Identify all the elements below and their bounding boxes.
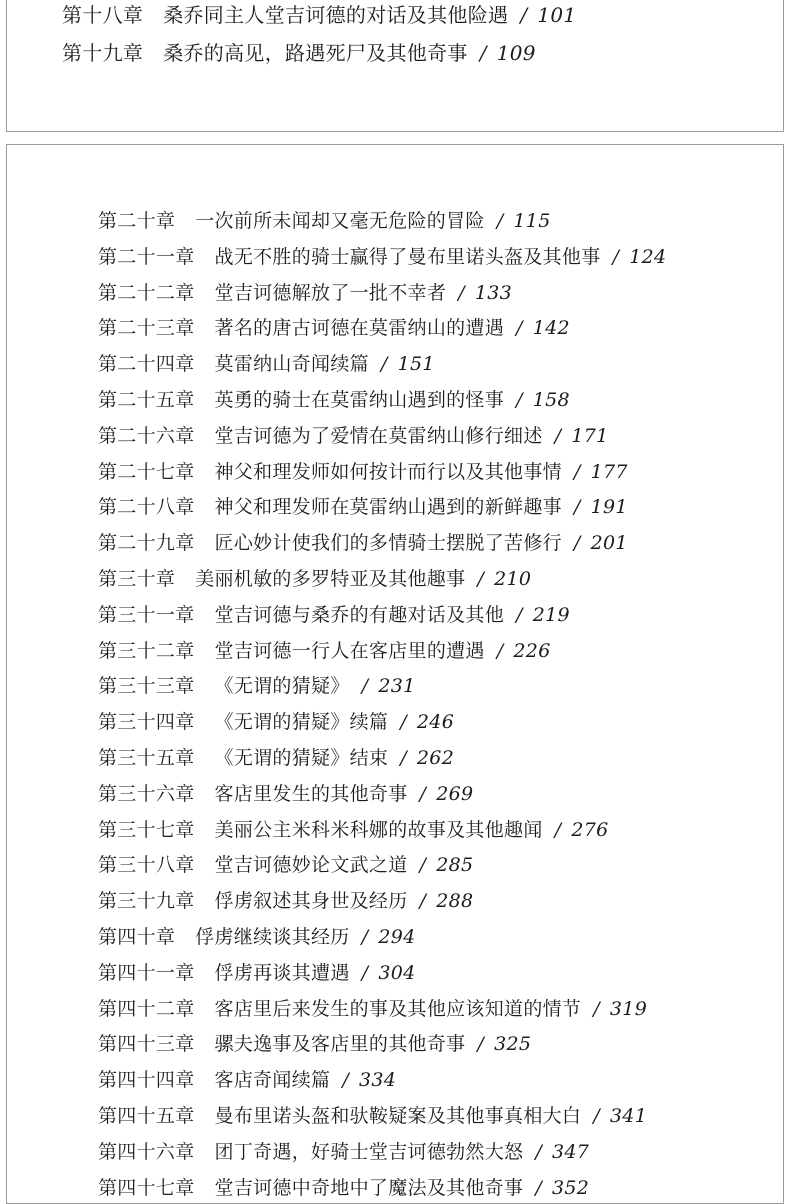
toc-panel-top — [6, 0, 784, 132]
page-number: 210 — [494, 568, 532, 590]
page-number: 219 — [532, 603, 570, 626]
chapter-number: 第三十三章 — [98, 675, 195, 698]
chapter-title: 堂吉诃德与桑乔的有趣对话及其他 — [214, 603, 505, 626]
page-separator: / — [477, 1033, 485, 1056]
chapter-title: 美丽公主米科米科娜的故事及其他趣闻 — [214, 818, 543, 841]
toc-entry — [98, 961, 416, 985]
page-number: 124 — [629, 245, 667, 268]
chapter-number: 第二十七章 — [98, 460, 195, 483]
chapter-title: 堂吉诃德为了爱情在莫雷纳山修行细述 — [214, 424, 543, 447]
page-number: 334 — [359, 1069, 397, 1092]
chapter-title: 一次前所未闻却又毫无危险的冒险 — [195, 210, 485, 232]
page-number: 151 — [397, 353, 435, 376]
page-number: 341 — [609, 1105, 648, 1127]
chapter-title: 客店里后来发生的事及其他应该知道的情节 — [214, 997, 582, 1020]
chapter-number: 第四十七章 — [98, 1176, 195, 1199]
toc-entry — [98, 1032, 531, 1056]
toc-entry — [98, 639, 551, 663]
page-number: 226 — [513, 639, 551, 662]
page-separator: / — [419, 890, 427, 913]
page-number: 294 — [378, 926, 416, 948]
chapter-title: 战无不胜的骑士赢得了曼布里诺头盔及其他事 — [214, 245, 601, 268]
toc-entry — [62, 41, 536, 65]
chapter-number: 第三十章 — [98, 568, 176, 590]
page-number: 191 — [590, 496, 628, 519]
page-separator: / — [520, 3, 528, 27]
page-separator: / — [554, 818, 562, 841]
page-number: 352 — [552, 1176, 590, 1199]
page-separator: / — [593, 997, 600, 1020]
page-separator: / — [573, 496, 581, 519]
page-number: 177 — [590, 460, 628, 483]
chapter-number: 第二十六章 — [98, 424, 195, 447]
chapter-title: 俘虏再谈其遭遇 — [214, 961, 350, 984]
chapter-number: 第四十二章 — [98, 997, 195, 1020]
page-separator: / — [458, 281, 465, 304]
page-separator: / — [361, 961, 369, 984]
chapter-number: 第二十五章 — [98, 389, 195, 411]
page-separator: / — [593, 1105, 600, 1127]
page-separator: / — [516, 389, 523, 411]
chapter-number: 第二十八章 — [98, 496, 195, 519]
chapter-number: 第四十三章 — [98, 1033, 195, 1056]
page-number: 115 — [513, 210, 551, 232]
toc-entry — [98, 209, 551, 233]
toc-entry — [98, 245, 666, 269]
page-separator: / — [477, 568, 485, 590]
page-number: 285 — [436, 854, 474, 877]
toc-entry — [98, 818, 609, 842]
toc-entry — [98, 281, 512, 305]
chapter-number: 第三十五章 — [98, 747, 195, 769]
page-separator: / — [516, 603, 523, 626]
page-separator: / — [573, 460, 581, 483]
page-number: 171 — [571, 424, 609, 447]
page-separator: / — [496, 639, 504, 662]
page-number: 246 — [416, 711, 455, 734]
toc-entry — [98, 316, 570, 340]
toc-entry — [98, 424, 609, 448]
page-separator: / — [400, 711, 407, 734]
page-number: 347 — [552, 1140, 590, 1163]
chapter-title: 美丽机敏的多罗特亚及其他趣事 — [195, 568, 466, 590]
chapter-number: 第二十三章 — [98, 317, 195, 340]
chapter-title: 堂吉诃德妙论文武之道 — [214, 854, 408, 877]
toc-entry — [98, 567, 531, 591]
chapter-title: 《无谓的猜疑》 — [214, 675, 350, 698]
chapter-number: 第二十一章 — [98, 245, 195, 268]
chapter-title: 《无谓的猜疑》续篇 — [214, 711, 389, 734]
chapter-number: 第十九章 — [62, 41, 144, 65]
toc-entry — [98, 997, 647, 1021]
page-number: 133 — [474, 281, 512, 304]
chapter-number: 第三十二章 — [98, 639, 195, 662]
page-separator: / — [419, 782, 427, 805]
chapter-title: 团丁奇遇，好骑士堂吉诃德勃然大怒 — [214, 1140, 524, 1163]
page-number: 276 — [571, 818, 609, 841]
chapter-number: 第四十四章 — [98, 1069, 195, 1092]
toc-entry — [98, 1104, 647, 1128]
chapter-title: 莫雷纳山奇闻续篇 — [214, 353, 369, 376]
chapter-title: 堂吉诃德解放了一批不幸者 — [214, 281, 447, 304]
chapter-number: 第二十九章 — [98, 532, 195, 555]
page-number: 262 — [416, 747, 455, 769]
chapter-title: 客店里发生的其他奇事 — [214, 782, 408, 805]
toc-entry — [98, 388, 570, 412]
chapter-title: 曼布里诺头盔和驮鞍疑案及其他事真相大白 — [214, 1105, 582, 1127]
chapter-title: 客店奇闻续篇 — [214, 1069, 331, 1092]
toc-entry — [98, 889, 473, 913]
toc-entry — [98, 925, 415, 949]
chapter-title: 俘虏继续谈其经历 — [195, 926, 350, 948]
toc-entry — [98, 603, 570, 627]
chapter-title: 匠心妙计使我们的多情骑士摆脱了苦修行 — [214, 532, 562, 555]
toc-entry — [98, 460, 628, 484]
page-separator: / — [361, 926, 369, 948]
page-number: 288 — [436, 890, 474, 913]
toc-entry — [98, 1140, 589, 1164]
chapter-number: 第二十四章 — [98, 353, 195, 376]
chapter-number: 第十八章 — [62, 3, 144, 27]
page-separator: / — [554, 424, 562, 447]
page-separator: / — [342, 1069, 350, 1092]
toc-entry — [62, 3, 576, 27]
chapter-title: 堂吉诃德中奇地中了魔法及其他奇事 — [214, 1176, 524, 1199]
toc-entry — [98, 1176, 589, 1200]
chapter-title: 骡夫逸事及客店里的其他奇事 — [214, 1033, 466, 1056]
chapter-number: 第四十一章 — [98, 961, 195, 984]
page-number: 201 — [590, 532, 628, 555]
toc-panel-bottom — [6, 144, 784, 1204]
toc-entry — [98, 1068, 396, 1092]
toc-entry — [98, 352, 435, 376]
page-number: 101 — [537, 3, 577, 27]
chapter-title: 神父和理发师如何按计而行以及其他事情 — [214, 460, 562, 483]
toc-entry — [98, 495, 628, 519]
chapter-number: 第二十章 — [98, 210, 176, 232]
toc-entry — [98, 782, 473, 806]
chapter-title: 《无谓的猜疑》结束 — [214, 747, 389, 769]
chapter-title: 著名的唐古诃德在莫雷纳山的遭遇 — [214, 317, 505, 340]
page-number: 325 — [494, 1033, 532, 1056]
chapter-title: 桑乔同主人堂吉诃德的对话及其他险遇 — [163, 3, 509, 27]
page-separator: / — [612, 245, 620, 268]
chapter-number: 第三十六章 — [98, 782, 195, 805]
page-number: 142 — [532, 317, 570, 340]
chapter-number: 第四十章 — [98, 926, 176, 948]
chapter-title: 神父和理发师在莫雷纳山遇到的新鲜趣事 — [214, 496, 562, 519]
toc-entry — [98, 710, 454, 734]
page-separator: / — [573, 532, 581, 555]
chapter-title: 俘虏叙述其身世及经历 — [214, 890, 408, 913]
chapter-number: 第二十二章 — [98, 281, 195, 304]
chapter-number: 第三十九章 — [98, 890, 195, 913]
chapter-number: 第三十七章 — [98, 818, 195, 841]
page-number: 304 — [378, 961, 416, 984]
page-separator: / — [479, 41, 487, 65]
toc-entry — [98, 531, 628, 555]
chapter-title: 英勇的骑士在莫雷纳山遇到的怪事 — [214, 389, 505, 411]
page-number: 269 — [436, 782, 474, 805]
page-separator: / — [535, 1176, 543, 1199]
chapter-number: 第四十五章 — [98, 1105, 195, 1127]
chapter-number: 第四十六章 — [98, 1140, 195, 1163]
page-number: 319 — [609, 997, 648, 1020]
page-number: 109 — [496, 41, 536, 65]
chapter-title: 堂吉诃德一行人在客店里的遭遇 — [214, 639, 485, 662]
toc-entry — [98, 853, 473, 877]
page-number: 158 — [532, 389, 570, 411]
toc-entry — [98, 746, 454, 770]
page-separator: / — [400, 747, 407, 769]
page-number: 231 — [378, 675, 416, 698]
page-separator: / — [380, 353, 388, 376]
page-separator: / — [419, 854, 427, 877]
toc-entry — [98, 674, 416, 698]
page-separator: / — [535, 1140, 543, 1163]
chapter-title: 桑乔的高见，路遇死尸及其他奇事 — [163, 41, 468, 65]
page-separator: / — [516, 317, 523, 340]
chapter-number: 第三十八章 — [98, 854, 195, 877]
chapter-number: 第三十四章 — [98, 711, 195, 734]
page-separator: / — [361, 675, 369, 698]
chapter-number: 第三十一章 — [98, 603, 195, 626]
page-separator: / — [496, 210, 504, 232]
